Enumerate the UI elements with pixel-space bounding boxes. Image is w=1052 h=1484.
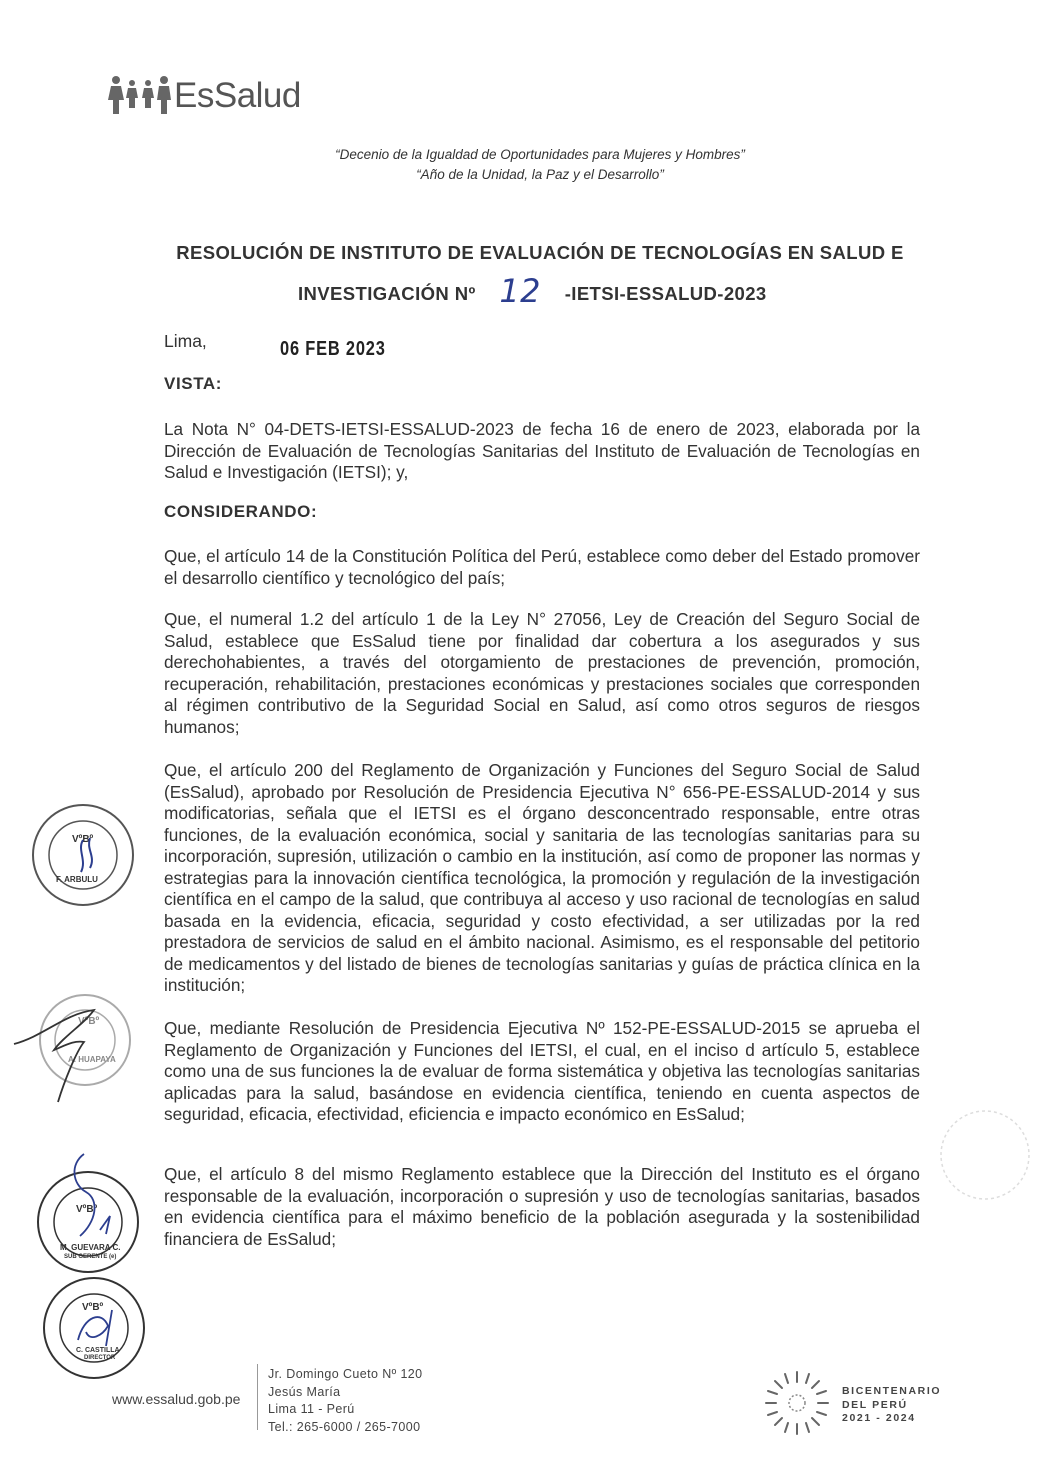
title-suffix: -IETSI-ESSALUD-2023 — [564, 283, 767, 304]
family-figures-icon — [108, 74, 172, 116]
considerando-heading: CONSIDERANDO: — [164, 502, 318, 521]
bicentenario-logo-icon — [762, 1368, 832, 1438]
pharmaceutical-subdirection-seal — [28, 1150, 158, 1290]
paragraph-2: Que, el numeral 1.2 del artículo 1 de la Ley N° 27056, Ley de Creación del Seguro Social de Salud, establece que EsSalud tiene por finalidad dar cobertura a los asegurados y sus derechohabientes, a través del otorgamiento de prestaciones de prevención, promoción, recuperación, rehabilitación, prestaciones económicas y prestaciones sociales que corresponden al régimen contributivo de la Seguridad Social en Salud, así como otros seguros de riesgos humanos; — [164, 609, 920, 737]
seal-3-name: M. GUEVARA C. — [60, 1243, 121, 1252]
bicentenario-line-3: 2021 - 2024 — [842, 1412, 916, 1424]
handwritten-number: 12 — [499, 272, 541, 310]
place-label: Lima, — [164, 331, 207, 351]
paragraph-4: Que, mediante Resolución de Presidencia Ejecutiva Nº 152-PE-ESSALUD-2015 se aprueba el Reglamento de Organización y Funciones del IETSI, el cual, en el inciso d artículo 5, establece como una de sus funciones la de evaluar de forma sistemática y objetiva las tecnologías sanitarias aplicadas para la salud, basándose en evidencia científica, teniendo en cuenta aspectos de seguridad, eficacia, efectividad, eficiencia e impacto económico en EsSalud; — [164, 1018, 920, 1124]
seal-4-name: C. CASTILLA — [76, 1347, 120, 1354]
faint-margin-stamp — [930, 1100, 1030, 1210]
address-line-2: Jesús María — [268, 1384, 341, 1399]
seal-4-sub: DIRECTOR — [84, 1355, 116, 1361]
title-prefix: INVESTIGACIÓN Nº — [298, 283, 476, 304]
legal-office-seal — [28, 800, 138, 910]
address-line-3: Lima 11 - Perú — [268, 1402, 355, 1416]
ietsi-director-seal — [36, 1270, 156, 1390]
seal-2-name: A. HUAPAYA — [68, 1055, 116, 1064]
seal-3-sub: SUB GERENTE (e) — [64, 1254, 117, 1260]
seal-1-vb: VºBº — [72, 834, 94, 845]
footer-address — [268, 1366, 423, 1436]
bicentenario-line-1: BICENTENARIO — [842, 1385, 942, 1397]
paragraph-3: Que, el artículo 200 del Reglamento de Organización y Funciones del Seguro Social de Salud (EsSalud), aprobado por Resolución de Presidencia Ejecutiva N° 656-PE-ESSALUD-2014 y sus modificatorias, señala que el IETSI es el órgano desconcentrado responsable, entre otras funciones, de la evaluación económica, social y sanitaria de las tecnologías sanitarias para su incorporación, supresión, utilización o cambio en la institución, así como de proponer las normas y estrategias para la innovación científica tecnológica, la promoción y regulación de la investigación científica en el campo de la salud, que contribuya al acceso y uso racional de tecnologías en salud basada en la evidencia, eficacia, seguridad y costo efectividad, a ser utilizadas por la red prestadora de servicios de salud en el ámbito nacional. Asimismo, es el responsable del petitorio de medicamentos y del listado de bienes de tecnologías sanitarias y guías de práctica clínica en la institución; — [164, 760, 920, 995]
resolution-title-line-1: RESOLUCIÓN DE INSTITUTO DE EVALUACIÓN DE TECNOLOGÍAS EN SALUD E — [176, 242, 904, 263]
seal-4-vb: VºBº — [82, 1302, 104, 1313]
footer-divider — [257, 1364, 258, 1430]
bicentenario-text — [842, 1385, 941, 1426]
motto-line-2: “Año de la Unidad, la Paz y el Desarrollo” — [416, 167, 664, 182]
seal-3-vb: VºBº — [76, 1204, 98, 1215]
address-line-1: Jr. Domingo Cueto Nº 120 — [268, 1367, 423, 1381]
paragraph-1: Que, el artículo 14 de la Constitución Política del Perú, establece como deber del Estado promover el desarrollo científico y tecnológico del país; — [164, 546, 920, 588]
resolution-title-line-2 — [298, 270, 767, 308]
paragraph-5: Que, el artículo 8 del mismo Reglamento establece que la Dirección del Instituto es el órgano responsable de la evaluación, incorporación o supresión y uso de tecnologías sanitarias, basados en evidencia científica para el máximo beneficio de la población asegurada y la sostenibilidad financiera de EsSalud; — [164, 1164, 920, 1249]
bicentenario-line-2: DEL PERÚ — [842, 1398, 908, 1411]
vista-paragraph: La Nota N° 04-DETS-IETSI-ESSALUD-2023 de fecha 16 de enero de 2023, elaborada por la Dirección de Evaluación de Tecnologías Sanitarias del Instituto de Evaluación de Tecnologías en Salud e Investigación (IETSI); y, — [164, 419, 920, 482]
seal-2-vb: VºBº — [78, 1016, 100, 1027]
evaluation-direction-seal — [10, 990, 140, 1110]
motto-line-1: “Decenio de la Igualdad de Oportunidades para Mujeres y Hombres” — [335, 147, 745, 162]
vista-heading: VISTA: — [164, 374, 223, 393]
footer-url[interactable]: www.essalud.gob.pe — [112, 1391, 241, 1407]
seal-1-name: F. ARBULU — [56, 875, 98, 884]
essalud-logo — [108, 70, 318, 120]
date-stamp: 06 FEB 2023 — [280, 338, 386, 360]
address-phone: Tel.: 265-6000 / 265-7000 — [268, 1419, 421, 1434]
brand-name: EsSalud — [174, 76, 301, 115]
